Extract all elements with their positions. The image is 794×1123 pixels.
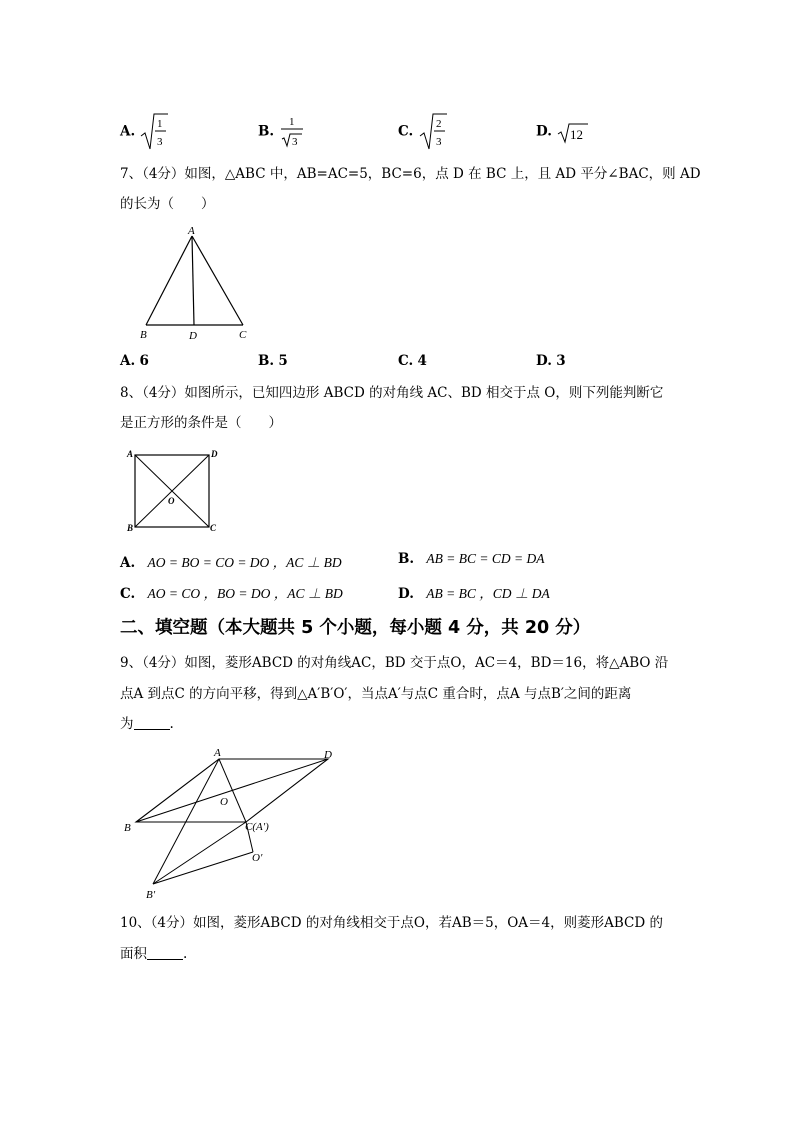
q8-option-a-label: A.	[120, 555, 136, 571]
segment-ab	[146, 236, 192, 325]
q9-line3-prefix: 为	[120, 716, 134, 732]
q10-line2-end: .	[183, 946, 188, 962]
point-label-c: C(A′)	[245, 821, 269, 833]
point-label-a: A	[188, 225, 195, 237]
point-label-d: D	[189, 330, 197, 342]
q10-answer-blank[interactable]	[147, 945, 183, 960]
point-label-o: O	[168, 496, 175, 506]
q7-option-d-value: 3	[556, 353, 566, 369]
diagonal-bd	[136, 759, 328, 822]
q6-c-numerator: 2	[435, 118, 442, 130]
q8-square-figure	[124, 446, 224, 536]
sqrt-sign-icon	[556, 112, 590, 152]
q9-text-line1: 9、（4分）如图，菱形ABCD 的对角线AC，BD 交于点O，AC＝4，BD＝16，将△ABO 沿	[120, 655, 669, 671]
q7-triangle-figure	[130, 222, 260, 344]
q6-option-a	[120, 112, 169, 152]
q6-b-denominator: 3	[292, 136, 298, 148]
q6-option-b	[258, 112, 308, 152]
q8-option-a	[120, 551, 342, 571]
q6-a-denominator: 3	[157, 136, 163, 148]
q8-option-d	[398, 582, 550, 602]
q6-option-d-label: D.	[536, 123, 552, 140]
q6-option-d	[536, 112, 590, 152]
point-label-b: B	[127, 523, 134, 533]
q8-option-d-value: AB = BC ，CD ⊥ DA	[426, 586, 550, 601]
q7-option-c-value: 4	[417, 353, 427, 369]
q6-option-c	[398, 112, 448, 152]
q7-option-b-value: 5	[278, 353, 288, 369]
q6-b-numerator: 1	[289, 116, 295, 128]
q8-text-line1: 8、（4分）如图所示，已知四边形 ABCD 的对角线 AC、BD 相交于点 O，则下列能判断它	[120, 385, 664, 401]
point-label-b-prime: B′	[146, 889, 156, 901]
sqrt-sign-icon	[418, 112, 448, 152]
q10-text-line2	[120, 944, 187, 964]
q7-option-a-label: A.	[120, 353, 136, 369]
q8-option-c-label: C.	[120, 586, 136, 602]
point-label-d: D	[324, 749, 332, 761]
q8-option-b-value: AB = BC = CD = DA	[426, 551, 545, 566]
q6-b-fraction	[278, 112, 308, 152]
section-heading-fill-in: 二、填空题（本大题共 5 个小题，每小题 4 分，共 20 分）	[120, 618, 591, 638]
q8-option-c-value: AO = CO ，BO = DO ，AC ⊥ BD	[147, 586, 343, 601]
q7-option-a-value: 6	[139, 353, 149, 369]
q9-rhombus-figure	[118, 744, 348, 904]
point-label-b: B	[124, 822, 131, 834]
q7-option-b-label: B.	[258, 353, 275, 369]
q6-option-b-label: B.	[258, 123, 275, 140]
q7-option-c	[398, 353, 427, 369]
point-label-a: A	[127, 449, 134, 459]
q6-option-a-label: A.	[120, 123, 136, 140]
q7-text-line2: 的长为（ ）	[120, 196, 215, 212]
q6-d-radicand: 12	[570, 127, 584, 142]
q7-option-a	[120, 353, 149, 369]
q6-c-denominator: 3	[435, 136, 442, 148]
point-label-o-prime: O′	[252, 852, 263, 864]
point-label-d: D	[211, 449, 218, 459]
q10-text-line1: 10、（4分）如图，菱形ABCD 的对角线相交于点O，若AB＝5，OA＝4，则菱形ABCD 的	[120, 915, 663, 931]
q6-option-c-label: C.	[398, 123, 414, 140]
point-label-c: C	[239, 329, 247, 341]
sqrt-sign-icon	[139, 112, 169, 152]
q8-option-d-label: D.	[398, 586, 414, 602]
q7-option-b	[258, 353, 288, 369]
q7-option-c-label: C.	[398, 353, 414, 369]
q10-line2-prefix: 面积	[120, 946, 147, 962]
q8-option-b-label: B.	[398, 551, 415, 567]
point-label-b: B	[140, 329, 147, 341]
q7-option-d	[536, 353, 566, 369]
q8-option-a-value: AO = BO = CO = DO ，AC ⊥ BD	[147, 555, 342, 570]
segment-ad	[192, 236, 194, 325]
q7-text-line1: 7、（4分）如图，△ABC 中，AB=AC=5，BC=6，点 D 在 BC 上，且 AD 平分∠BAC，则 AD	[120, 166, 701, 182]
q6-option-a-expr	[139, 112, 169, 152]
q9-line3-end: .	[169, 716, 174, 732]
q6-a-numerator: 1	[157, 118, 163, 130]
q8-text-line2: 是正方形的条件是（ ）	[120, 415, 282, 431]
point-label-c: C	[210, 523, 217, 533]
q9-answer-blank[interactable]	[134, 715, 170, 730]
q8-option-c	[120, 582, 343, 602]
q8-option-b	[398, 551, 545, 567]
segment-a2b2	[153, 822, 246, 884]
segment-o2b2	[153, 852, 253, 884]
segment-ac	[192, 236, 243, 325]
point-label-o: O	[220, 796, 228, 808]
q7-option-d-label: D.	[536, 353, 552, 369]
q9-text-line2: 点A 到点C 的方向平移，得到△A′B′O′，当点A′与点C 重合时，点A 与点B′之间的距离	[120, 686, 632, 702]
point-label-a: A	[214, 747, 221, 759]
q9-text-line3	[120, 714, 174, 734]
